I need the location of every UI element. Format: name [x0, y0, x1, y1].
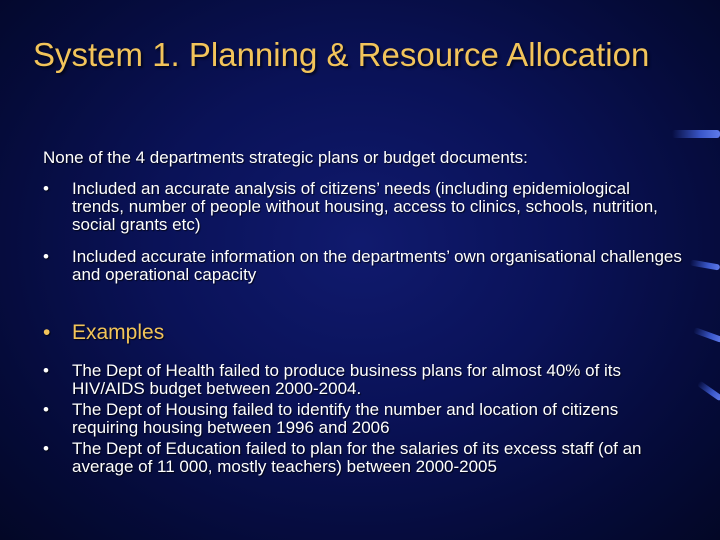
list-item [43, 180, 683, 234]
examples-list [43, 362, 683, 479]
bullet-icon: • [43, 179, 49, 198]
decorative-streak [672, 130, 720, 138]
decorative-streak [690, 259, 720, 270]
slide-title: System 1. Planning & Resource Allocation [33, 36, 650, 73]
findings-list [43, 180, 683, 298]
decorative-streak [693, 327, 720, 343]
list-item [43, 440, 683, 476]
examples-heading [43, 320, 164, 346]
list-item-text: Included accurate information on the departments’ own organisational challenges and operational capacity [72, 247, 682, 284]
list-item-text: The Dept of Education failed to plan for the salaries of its excess staff (of an average of 11 000, mostly teachers) between 2000-2005 [72, 439, 642, 476]
examples-heading-text: Examples [72, 321, 165, 344]
bullet-icon: • [43, 321, 51, 344]
list-item-text: The Dept of Housing failed to identify the number and location of citizens requiring housing between 1996 and 2006 [72, 400, 619, 437]
list-item [43, 248, 683, 284]
intro-text: None of the 4 departments strategic plans or budget documents: [43, 148, 528, 167]
bullet-icon: • [43, 439, 49, 458]
decorative-streak [697, 381, 720, 402]
list-item-text: The Dept of Health failed to produce business plans for almost 40% of its HIV/AIDS budget between 2000-2004. [72, 361, 622, 398]
list-item-text: Included an accurate analysis of citizens’ needs (including epidemiological trends, number of people without housing, access to clinics, schools, nutrition, social grants etc) [72, 179, 658, 234]
bullet-icon: • [43, 247, 49, 266]
list-item [43, 362, 683, 398]
list-item [43, 401, 683, 437]
bullet-icon: • [43, 361, 49, 380]
bullet-icon: • [43, 400, 49, 419]
